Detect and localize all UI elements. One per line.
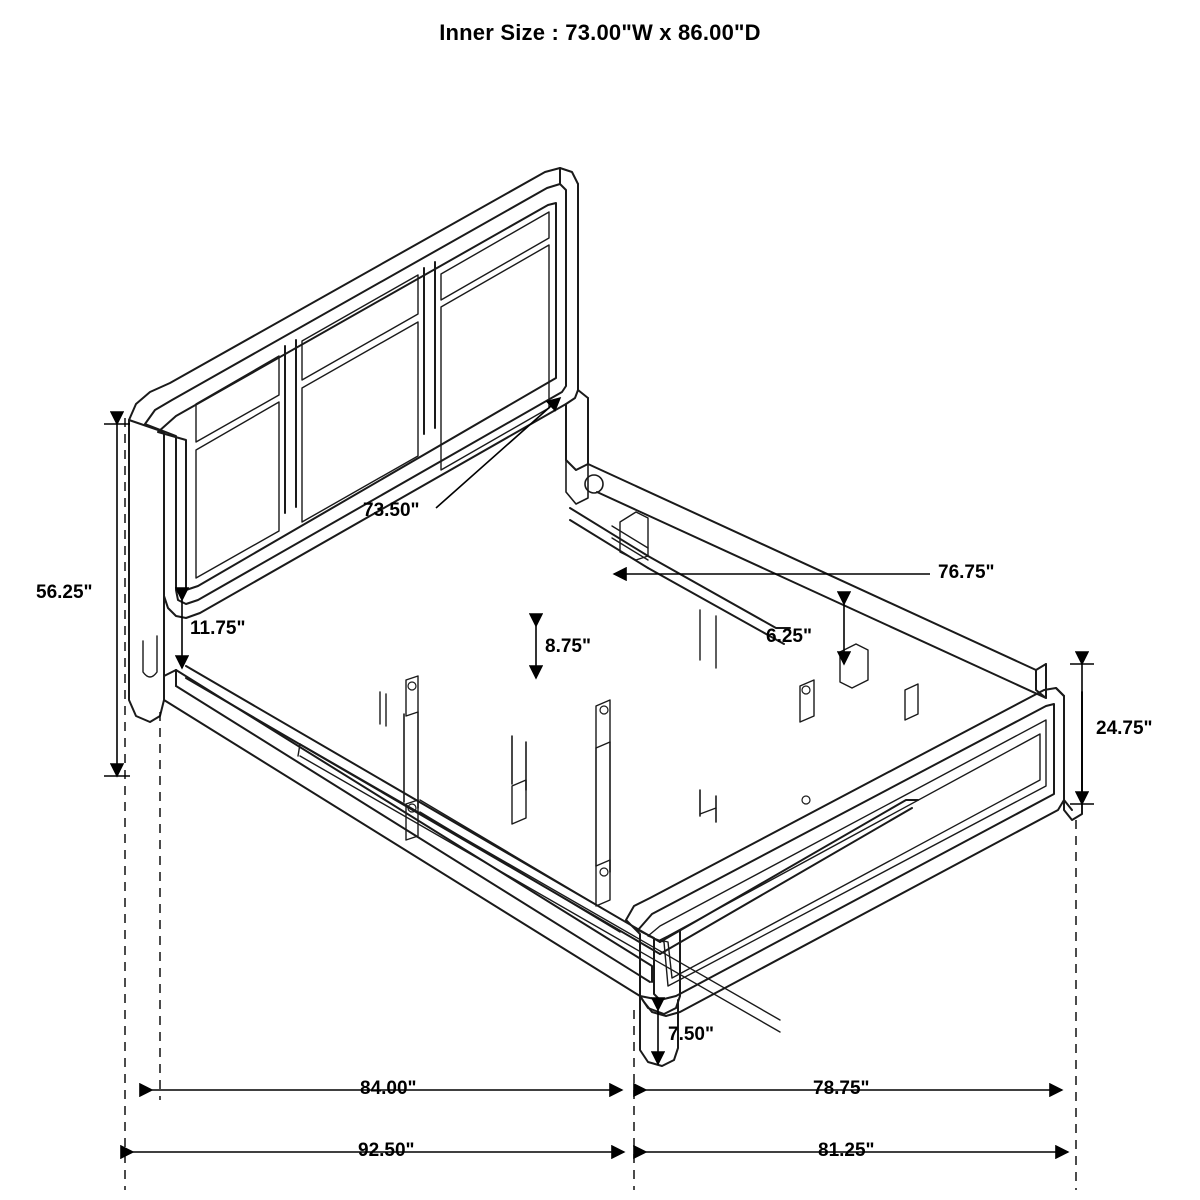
dim-footboard-leg-height: 7.50" [668, 1024, 714, 1045]
dim-footboard-height: 24.75" [1096, 718, 1153, 739]
dim-depth-upper: 84.00" [360, 1078, 417, 1099]
dim-headboard-width: 73.50" [363, 500, 420, 521]
dim-inner-rail-length: 76.75" [938, 562, 995, 583]
dim-depth-lower: 92.50" [358, 1140, 415, 1161]
dim-rail-clearance: 11.75" [190, 618, 246, 639]
dim-width-lower: 81.25" [818, 1140, 875, 1161]
dim-width-upper: 78.75" [813, 1078, 870, 1099]
dim-rail-drop: 6.25" [766, 626, 812, 647]
page-title: Inner Size : 73.00"W x 86.00"D [439, 20, 761, 45]
dim-slat-height: 8.75" [545, 636, 591, 657]
dim-headboard-height: 56.25" [36, 582, 93, 603]
